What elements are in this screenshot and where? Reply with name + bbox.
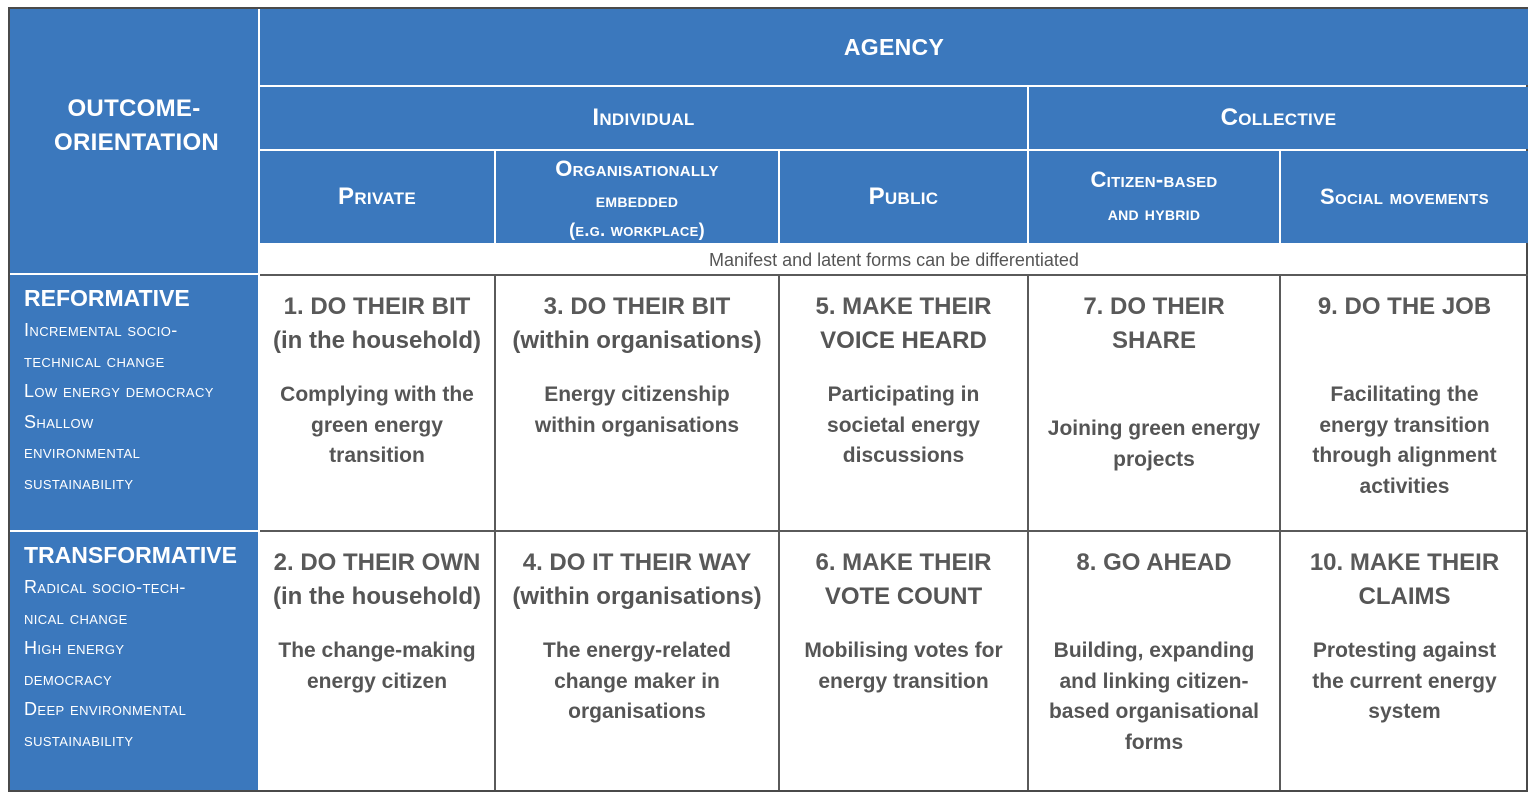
cell-subtitle — [1039, 358, 1269, 392]
cell-subtitle: VOICE HEARD — [820, 327, 987, 354]
org-embedded-line-3: (e.g. workplace) — [569, 220, 705, 240]
desc-line: organisations — [568, 700, 706, 723]
reformative-item: sustainability — [24, 472, 134, 493]
reformative-heading: REFORMATIVE — [24, 285, 190, 311]
desc-line: the current energy — [1312, 669, 1497, 693]
desc-line: Complying with the — [280, 383, 474, 406]
desc-line: The change-making — [278, 639, 476, 662]
cell-9-social-movements-reformative — [1281, 276, 1528, 530]
reformative-item: Low energy democracy — [24, 381, 214, 401]
social-movements-label: Social movements — [1320, 184, 1489, 209]
reformative-item: environmental — [24, 442, 141, 462]
cell-description — [790, 380, 1017, 472]
cell-subtitle: (within organisations) — [512, 327, 762, 354]
public-label: Public — [868, 183, 939, 210]
organisationally-embedded-header — [496, 151, 778, 243]
citizen-based-line-1: Citizen-based — [1090, 167, 1218, 192]
desc-line: system — [1368, 700, 1441, 723]
cell-subtitle — [1291, 324, 1518, 358]
desc-line: energy transition — [818, 669, 989, 693]
desc-line: Facilitating the — [1330, 383, 1479, 406]
cell-subtitle: CLAIMS — [1358, 583, 1451, 610]
cell-subtitle: (in the household) — [273, 327, 481, 354]
private-header — [260, 151, 494, 243]
transformative-heading: TRANSFORMATIVE — [24, 542, 237, 568]
cell-description — [790, 636, 1017, 697]
desc-line: Joining green energy — [1047, 417, 1261, 440]
note-text: Manifest and latent forms can be differentiated — [709, 249, 1079, 270]
outcome-orientation-header — [10, 9, 258, 273]
cell-title: 8. GO AHEAD — [1076, 549, 1232, 576]
citizen-based-line-2: and hybrid — [1107, 203, 1201, 225]
transformative-item: nical change — [24, 607, 128, 628]
desc-line: The energy-related — [543, 639, 731, 662]
desc-line: through alignment — [1312, 444, 1497, 467]
cell-title: 5. MAKE THEIR — [815, 293, 992, 320]
transformative-item: sustainability — [24, 729, 134, 750]
collective-header — [1029, 87, 1528, 149]
desc-line: societal energy — [827, 413, 980, 437]
agency-label: AGENCY — [843, 33, 945, 60]
cell-6-public-transformative — [780, 532, 1027, 790]
citizen-based-header — [1029, 151, 1279, 243]
desc-line: change maker in — [554, 669, 720, 693]
reformative-item: Shallow — [24, 411, 94, 432]
cell-8-citizen-based-transformative — [1029, 532, 1279, 790]
cell-title: 9. DO THE JOB — [1317, 293, 1492, 320]
desc-line: Mobilising votes for — [804, 639, 1003, 662]
cell-title: 2. DO THEIR OWN — [273, 549, 481, 576]
cell-description — [1039, 636, 1269, 758]
desc-line: Participating in — [827, 383, 980, 406]
cell-description — [270, 380, 484, 472]
cell-title: 1. DO THEIR BIT — [283, 293, 471, 320]
cell-subtitle: (within organisations) — [512, 583, 762, 610]
desc-line: energy citizen — [306, 669, 448, 693]
social-movements-header — [1281, 151, 1528, 243]
cell-10-social-movements-transformative — [1281, 532, 1528, 790]
transformative-item: democracy — [24, 668, 113, 689]
desc-line: forms — [1124, 730, 1184, 754]
desc-line: within organisations — [534, 413, 740, 437]
cell-subtitle: (in the household) — [273, 583, 481, 610]
cell-title: 4. DO IT THEIR WAY — [522, 549, 752, 576]
cell-title: 10. MAKE THEIR — [1309, 549, 1500, 576]
manifest-latent-note — [260, 245, 1528, 275]
cell-title: 6. MAKE THEIR — [815, 549, 992, 576]
cell-1-private-reformative — [260, 276, 494, 530]
cell-description — [1291, 380, 1518, 502]
desc-line: and linking citizen- — [1059, 669, 1249, 693]
cell-description — [506, 636, 768, 728]
cell-description — [506, 380, 768, 441]
desc-line: activities — [1359, 474, 1450, 498]
transformative-item: Deep environmental — [24, 699, 187, 719]
cell-4-organisational-transformative — [496, 532, 778, 790]
individual-header — [260, 87, 1027, 149]
desc-line: transition — [329, 444, 425, 467]
cell-description — [270, 636, 484, 697]
desc-line: Protesting against — [1312, 639, 1497, 662]
desc-line: energy transition — [1319, 413, 1490, 437]
cell-5-public-reformative — [780, 276, 1027, 530]
agency-header — [260, 9, 1528, 85]
transformative-item: Radical socio-tech- — [24, 577, 186, 597]
reformative-item: Incremental socio- — [24, 320, 178, 340]
reformative-row-header — [10, 275, 258, 530]
org-embedded-line-2: embedded — [595, 190, 679, 212]
transformative-row-header — [10, 532, 258, 790]
outcome-orientation-label: OUTCOME-ORIENTATION — [54, 95, 220, 156]
desc-line: based organisational — [1048, 700, 1260, 723]
desc-line: discussions — [842, 444, 965, 467]
cell-2-private-transformative — [260, 532, 494, 790]
cell-description — [1039, 414, 1269, 475]
desc-line: Building, expanding — [1053, 639, 1255, 662]
cell-subtitle: VOTE COUNT — [824, 583, 983, 610]
cell-title: 3. DO THEIR BIT — [543, 293, 731, 320]
cell-description — [1291, 636, 1518, 728]
individual-label: Individual — [592, 104, 695, 131]
private-label: Private — [338, 183, 416, 210]
cell-7-citizen-based-reformative — [1029, 276, 1279, 530]
energy-citizenship-table — [8, 7, 1528, 792]
reformative-item: technical change — [24, 350, 165, 371]
desc-line: Energy citizenship — [544, 383, 730, 406]
transformative-item: High energy — [24, 638, 125, 658]
cell-subtitle — [1039, 580, 1269, 614]
cell-3-organisational-reformative — [496, 276, 778, 530]
desc-line: green energy — [311, 413, 443, 437]
cell-title: 7. DO THEIR SHARE — [1083, 293, 1225, 354]
collective-label: Collective — [1220, 104, 1337, 131]
desc-line: projects — [1113, 447, 1195, 471]
public-header — [780, 151, 1027, 243]
org-embedded-line-1: Organisationally — [555, 156, 719, 181]
